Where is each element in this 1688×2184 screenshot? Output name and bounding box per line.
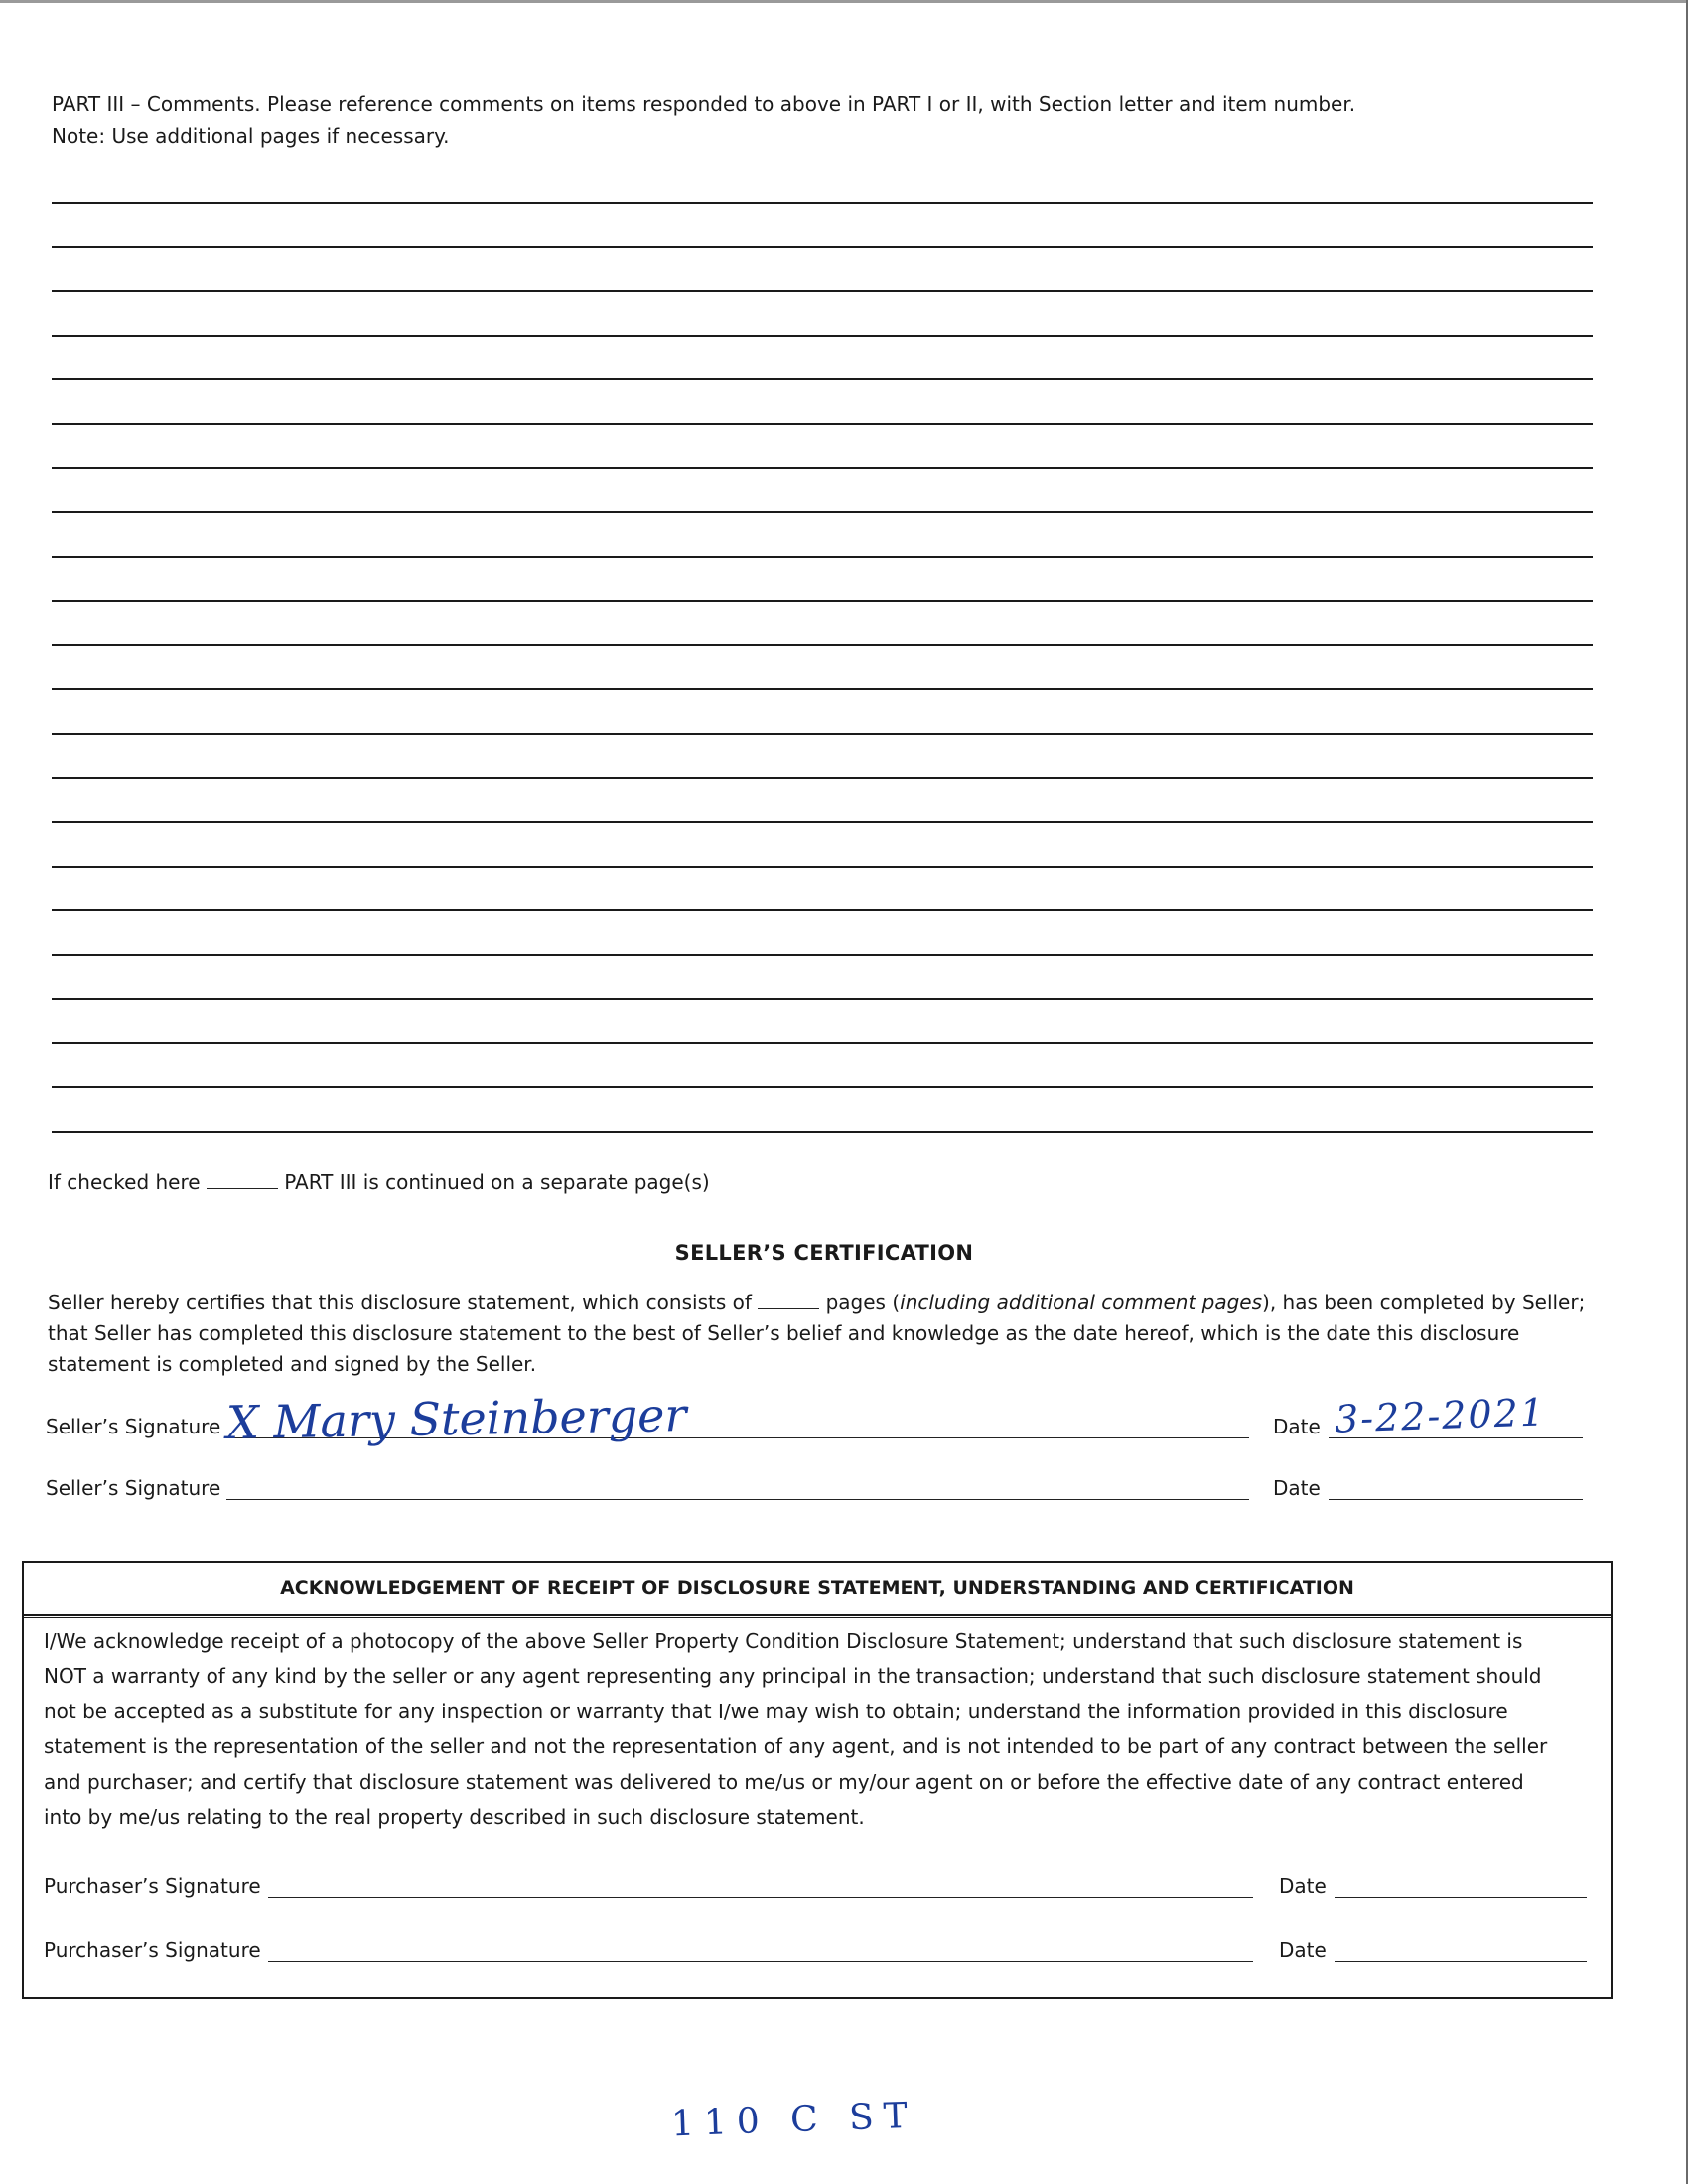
cert-text-d: ), has been completed by Seller; [1262, 1291, 1586, 1314]
comment-line[interactable] [52, 335, 1593, 337]
comment-line[interactable] [52, 600, 1593, 602]
comment-line[interactable] [52, 688, 1593, 690]
purchaser-date-label-1: Date [1279, 1874, 1327, 1898]
ack-line: NOT a warranty of any kind by the seller or any agent representing any principal in the transaction; understand that such disclosure statement should [44, 1664, 1542, 1688]
seller-cert-line-1 [48, 1290, 1585, 1315]
seller-date-value-1: 3-22-2021 [1334, 1390, 1547, 1441]
ack-title-double-rule [24, 1617, 1611, 1618]
purchaser-signature-label-1: Purchaser’s Signature [44, 1874, 261, 1898]
comment-line[interactable] [52, 290, 1593, 292]
handwritten-address: 110 C ST [670, 2095, 918, 2145]
purchaser-date-line-1[interactable] [1335, 1897, 1587, 1898]
purchaser-date-label-2: Date [1279, 1938, 1327, 1962]
part3-intro [52, 91, 1355, 117]
seller-signature-label-1: Seller’s Signature [46, 1415, 221, 1438]
seller-signature-line-2[interactable] [226, 1499, 1249, 1500]
ack-title: ACKNOWLEDGEMENT OF RECEIPT OF DISCLOSURE STATEMENT, UNDERSTANDING AND CERTIFICATION [24, 1563, 1611, 1616]
continued-suffix: PART III is continued on a separate page(s) [277, 1170, 710, 1194]
purchaser-signature-line-2[interactable] [268, 1961, 1253, 1962]
ack-line: statement is the representation of the seller and not the representation of any agent, and is not intended to be part of any contract between the seller [44, 1734, 1548, 1758]
comment-line[interactable] [52, 998, 1593, 1000]
comment-line[interactable] [52, 246, 1593, 248]
comment-line[interactable] [52, 954, 1593, 956]
scan-top-edge [0, 0, 1688, 3]
purchaser-signature-label-2: Purchaser’s Signature [44, 1938, 261, 1962]
page-count-blank[interactable] [758, 1291, 819, 1309]
cert-text-b: pages ( [819, 1291, 901, 1314]
comment-line[interactable] [52, 378, 1593, 380]
seller-signature-label-2: Seller’s Signature [46, 1476, 221, 1500]
comment-line[interactable] [52, 909, 1593, 911]
comment-line[interactable] [52, 467, 1593, 469]
cert-text-c: including additional comment pages [900, 1291, 1263, 1314]
seller-date-label-2: Date [1273, 1476, 1321, 1500]
continued-prefix: If checked here [48, 1170, 207, 1194]
ack-line: and purchaser; and certify that disclosure statement was delivered to me/us or my/our agent on or before the effective date of any contract entered [44, 1770, 1524, 1794]
comment-line[interactable] [52, 556, 1593, 558]
comment-line[interactable] [52, 423, 1593, 425]
continued-check-blank[interactable] [207, 1170, 278, 1189]
seller-cert-line-3: statement is completed and signed by the Seller. [48, 1352, 537, 1376]
comment-line[interactable] [52, 777, 1593, 779]
comment-line[interactable] [52, 821, 1593, 823]
seller-date-line-2[interactable] [1329, 1499, 1583, 1500]
part3-heading: PART III [52, 92, 125, 116]
comment-line[interactable] [52, 644, 1593, 646]
comment-line[interactable] [52, 733, 1593, 735]
seller-signature-1: X Mary Steinberger [225, 1387, 687, 1450]
part3-note: Note: Use additional pages if necessary. [52, 124, 450, 148]
purchaser-date-line-2[interactable] [1335, 1961, 1587, 1962]
cert-text-a: Seller hereby certifies that this disclosure statement, which consists of [48, 1291, 759, 1314]
part3-intro-text: – Comments. Please reference comments on items responded to above in PART I or II, with Section letter and item number. [124, 92, 1356, 116]
ack-line: not be accepted as a substitute for any inspection or warranty that I/we may wish to obtain; understand the information provided in this disclosure [44, 1700, 1508, 1723]
seller-cert-title: SELLER’S CERTIFICATION [674, 1241, 974, 1265]
ack-line: I/We acknowledge receipt of a photocopy of the above Seller Property Condition Disclosure Statement; understand that such disclosure statement is [44, 1629, 1523, 1653]
comment-line[interactable] [52, 1086, 1593, 1088]
comment-line[interactable] [52, 1042, 1593, 1044]
part3-continued [48, 1169, 710, 1195]
comment-line[interactable] [52, 202, 1593, 204]
comment-line[interactable] [52, 1131, 1593, 1133]
comment-line[interactable] [52, 511, 1593, 513]
comment-line[interactable] [52, 866, 1593, 868]
seller-date-label-1: Date [1273, 1415, 1321, 1438]
purchaser-signature-line-1[interactable] [268, 1897, 1253, 1898]
ack-line: into by me/us relating to the real property described in such disclosure statement. [44, 1805, 865, 1829]
seller-cert-line-2: that Seller has completed this disclosure statement to the best of Seller’s belief and knowledge as the date hereof, which is the date this disclosure [48, 1321, 1520, 1345]
acknowledgement-box [22, 1561, 1613, 1999]
